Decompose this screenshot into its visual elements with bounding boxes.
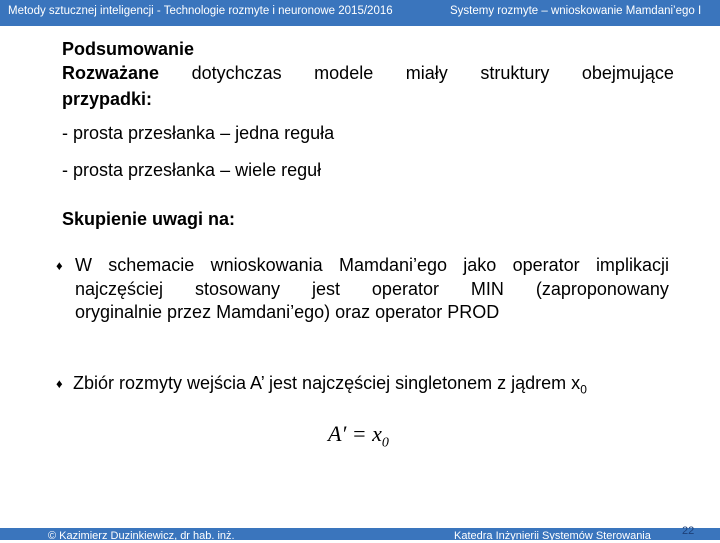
formula-main: A′ = x bbox=[328, 421, 382, 446]
footer-author: © Kazimierz Duzinkiewicz, dr hab. inż. bbox=[48, 530, 235, 542]
point1-word: stosowany bbox=[194, 279, 281, 299]
singleton-formula bbox=[328, 421, 389, 451]
diamond-bullet-icon: ♦ bbox=[56, 258, 63, 273]
point1-word: implikacji bbox=[595, 255, 669, 275]
case-multiple-rules: - prosta przesłanka – wiele reguł bbox=[62, 160, 322, 180]
intro-word: modele bbox=[314, 63, 374, 83]
point1-word: MIN bbox=[470, 279, 504, 299]
point1-word: schemacie bbox=[108, 255, 195, 275]
footer-department: Katedra Inżynierii Systemów Sterowania bbox=[454, 530, 651, 542]
intro-word: obejmujące bbox=[581, 63, 674, 83]
point1-word: Mamdani’ego bbox=[338, 255, 448, 275]
case-single-rule: - prosta przesłanka – jedna reguła bbox=[62, 123, 335, 143]
point1-word: operator bbox=[371, 279, 439, 299]
point1-word: najczęściej bbox=[75, 279, 164, 299]
intro-word: struktury bbox=[480, 63, 550, 83]
intro-word: dotychczas bbox=[191, 63, 282, 83]
intro-line-1 bbox=[62, 62, 674, 84]
point1-word: jako bbox=[463, 255, 497, 275]
formula-subscript: 0 bbox=[381, 435, 389, 451]
point2-text bbox=[73, 372, 587, 401]
point1-line-3: oryginalnie przez Mamdani’ego) oraz operator PROD bbox=[75, 302, 500, 322]
point2-subscript: 0 bbox=[580, 382, 587, 397]
header-course-title: Metody sztucznej inteligencji - Technologie rozmyte i neuronowe 2015/2016 bbox=[8, 5, 393, 17]
point1-word: operator bbox=[512, 255, 580, 275]
point1-word: W bbox=[75, 255, 92, 275]
point1-line-1 bbox=[75, 254, 669, 276]
intro-word: Rozważane bbox=[62, 63, 160, 83]
point2-main: Zbiór rozmyty wejścia A’ jest najczęściej singletonem z jądrem x bbox=[73, 373, 581, 393]
point1-word: wnioskowania bbox=[210, 255, 323, 275]
header-bar bbox=[0, 0, 720, 26]
intro-line-2: przypadki: bbox=[62, 89, 153, 109]
header-topic-title: Systemy rozmyte – wnioskowanie Mamdani’ego I bbox=[450, 5, 702, 17]
footer-bar bbox=[0, 525, 720, 542]
intro-word: miały bbox=[405, 63, 448, 83]
slide-title: Podsumowanie bbox=[62, 39, 195, 59]
page-number: 22 bbox=[682, 525, 695, 537]
diamond-bullet-icon: ♦ bbox=[56, 376, 63, 391]
point1-line-2 bbox=[75, 278, 669, 300]
point1-word: jest bbox=[311, 279, 340, 299]
focus-heading: Skupienie uwagi na: bbox=[62, 209, 236, 229]
point1-word: (zaproponowany bbox=[535, 279, 669, 299]
